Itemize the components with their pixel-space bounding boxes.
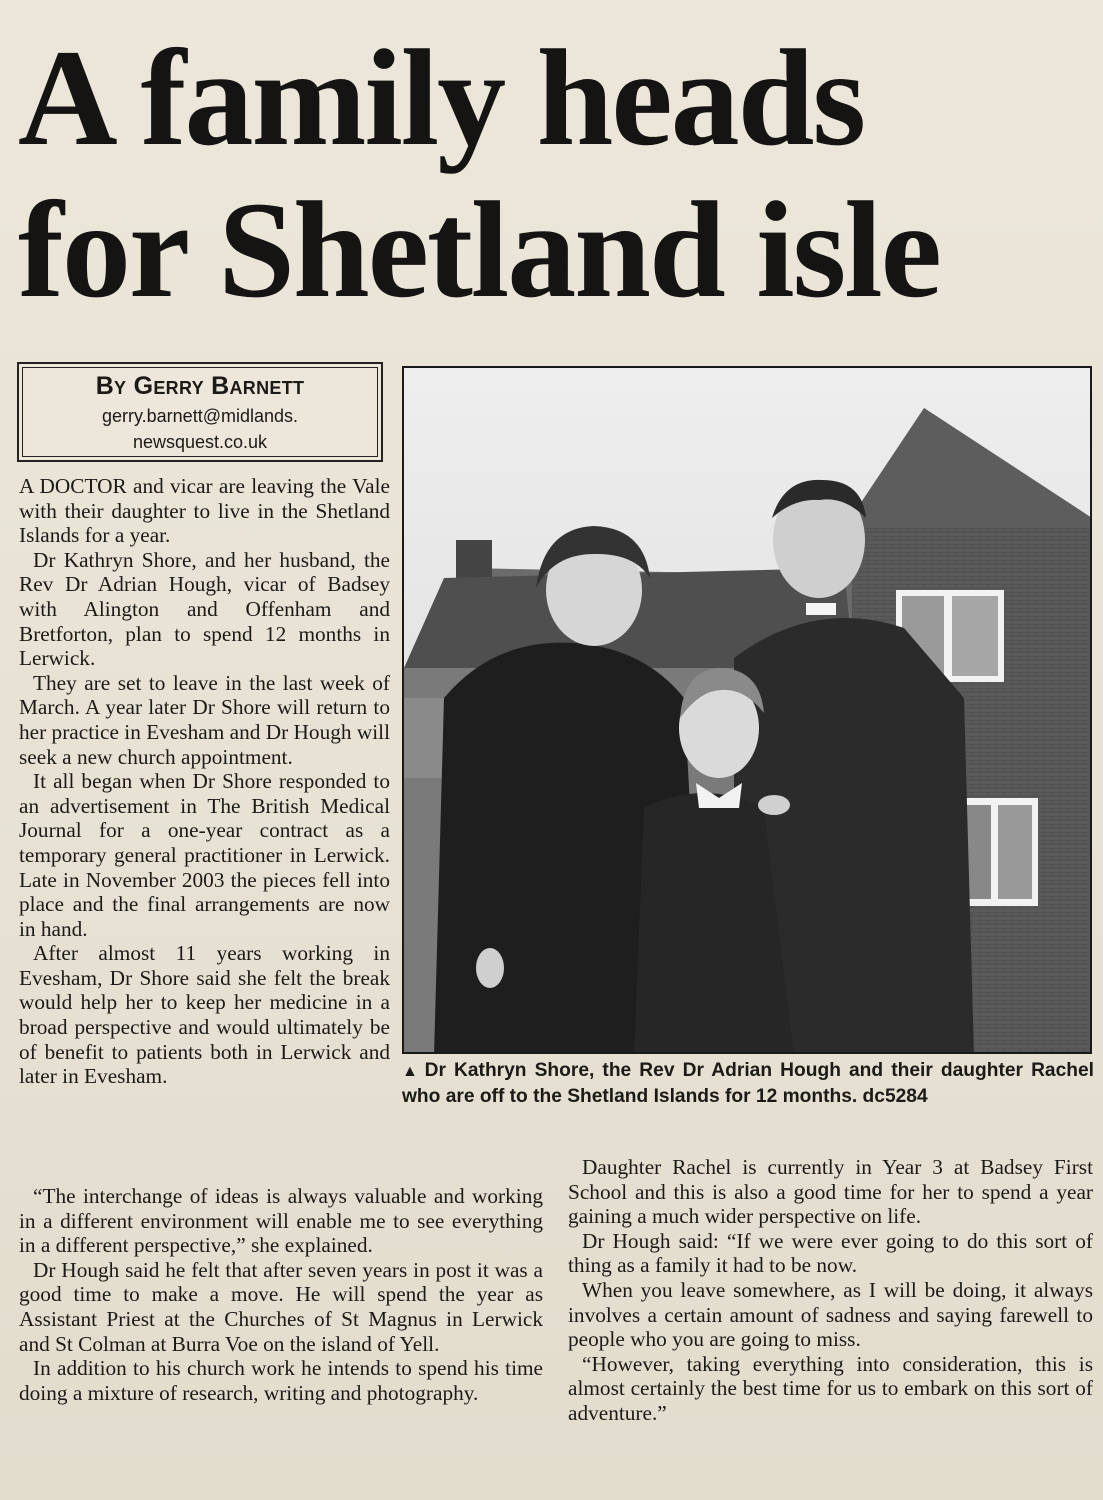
article-column-right [568,1155,1093,1426]
paragraph: Dr Hough said he felt that after seven years in post it was a good time to make a move. He will spend the year as Assistant Priest at the Churches of St Magnus in Lerwick and St Colman at Burra Voe on the island of Yell. [19,1257,543,1356]
headline-line-1: A family heads [18,21,865,174]
paragraph: Daughter Rachel is currently in Year 3 at Badsey First School and this is also a good time for her to spend a year gaining a much wider perspective on life. [568,1155,1093,1229]
byline-box [17,362,383,462]
article-column-left [19,474,390,1089]
byline-name: By Gerry Barnett [95,372,305,400]
article-column-bottom-left [19,1184,543,1405]
paragraph: After almost 11 years working in Evesham, Dr Shore said she felt the break would help her to keep her medicine in a broad perspective and would ultimately be of benefit to patients both in Lerwick and later in Evesham. [19,941,390,1089]
paragraph: They are set to leave in the last week of March. A year later Dr Shore will return to her practice in Evesham and Dr Hough will seek a new church appointment. [19,670,390,769]
byline-email [19,403,381,455]
paragraph: It all began when Dr Shore responded to an advertisement in The British Medical Journal for a one-year contract as a temporary general practitioner in Lerwick. Late in November 2003 the pieces fell into place and the final arrangements are now in hand. [19,769,390,941]
paragraph: When you leave somewhere, as I will be doing, it always involves a certain amount of sadness and saying farewell to people who you are going to miss. [568,1277,1093,1352]
paragraph: In addition to his church work he intends to spend his time doing a mixture of research, writing and photography. [19,1356,543,1405]
triangle-bullet-icon: ▲ [402,1063,421,1080]
photo-caption [402,1058,1094,1109]
headline [18,22,1093,326]
paragraph: “The interchange of ideas is always valuable and working in a different environment will enable me to see everything in a different perspective,” she explained. [19,1184,543,1258]
paragraph: A DOCTOR and vicar are leaving the Vale with their daughter to live in the Shetland Islands for a year. [19,474,390,548]
paragraph: “However, taking everything into consideration, this is almost certainly the best time for us to embark on this sort of adventure.” [568,1351,1093,1425]
byline-email-line-1: gerry.barnett@midlands. [101,406,299,426]
paragraph: Dr Hough said: “If we were ever going to do this sort of thing as a family it had to be now. [568,1228,1093,1278]
paragraph: Dr Kathryn Shore, and her husband, the Rev Dr Adrian Hough, vicar of Badsey with Alington and Offenham and Bretforton, plan to spend 12 months in Lerwick. [19,547,390,671]
photo-caption-text: Dr Kathryn Shore, the Rev Dr Adrian Hough and their daughter Rachel who are off to the Shetland Islands for 12 months. dc5284 [402,1060,1094,1107]
family-photo [402,366,1092,1054]
headline-line-2: for Shetland isle [18,173,940,326]
family-photo-image [404,368,1092,1054]
byline-email-line-2: newsquest.co.uk [132,432,268,452]
